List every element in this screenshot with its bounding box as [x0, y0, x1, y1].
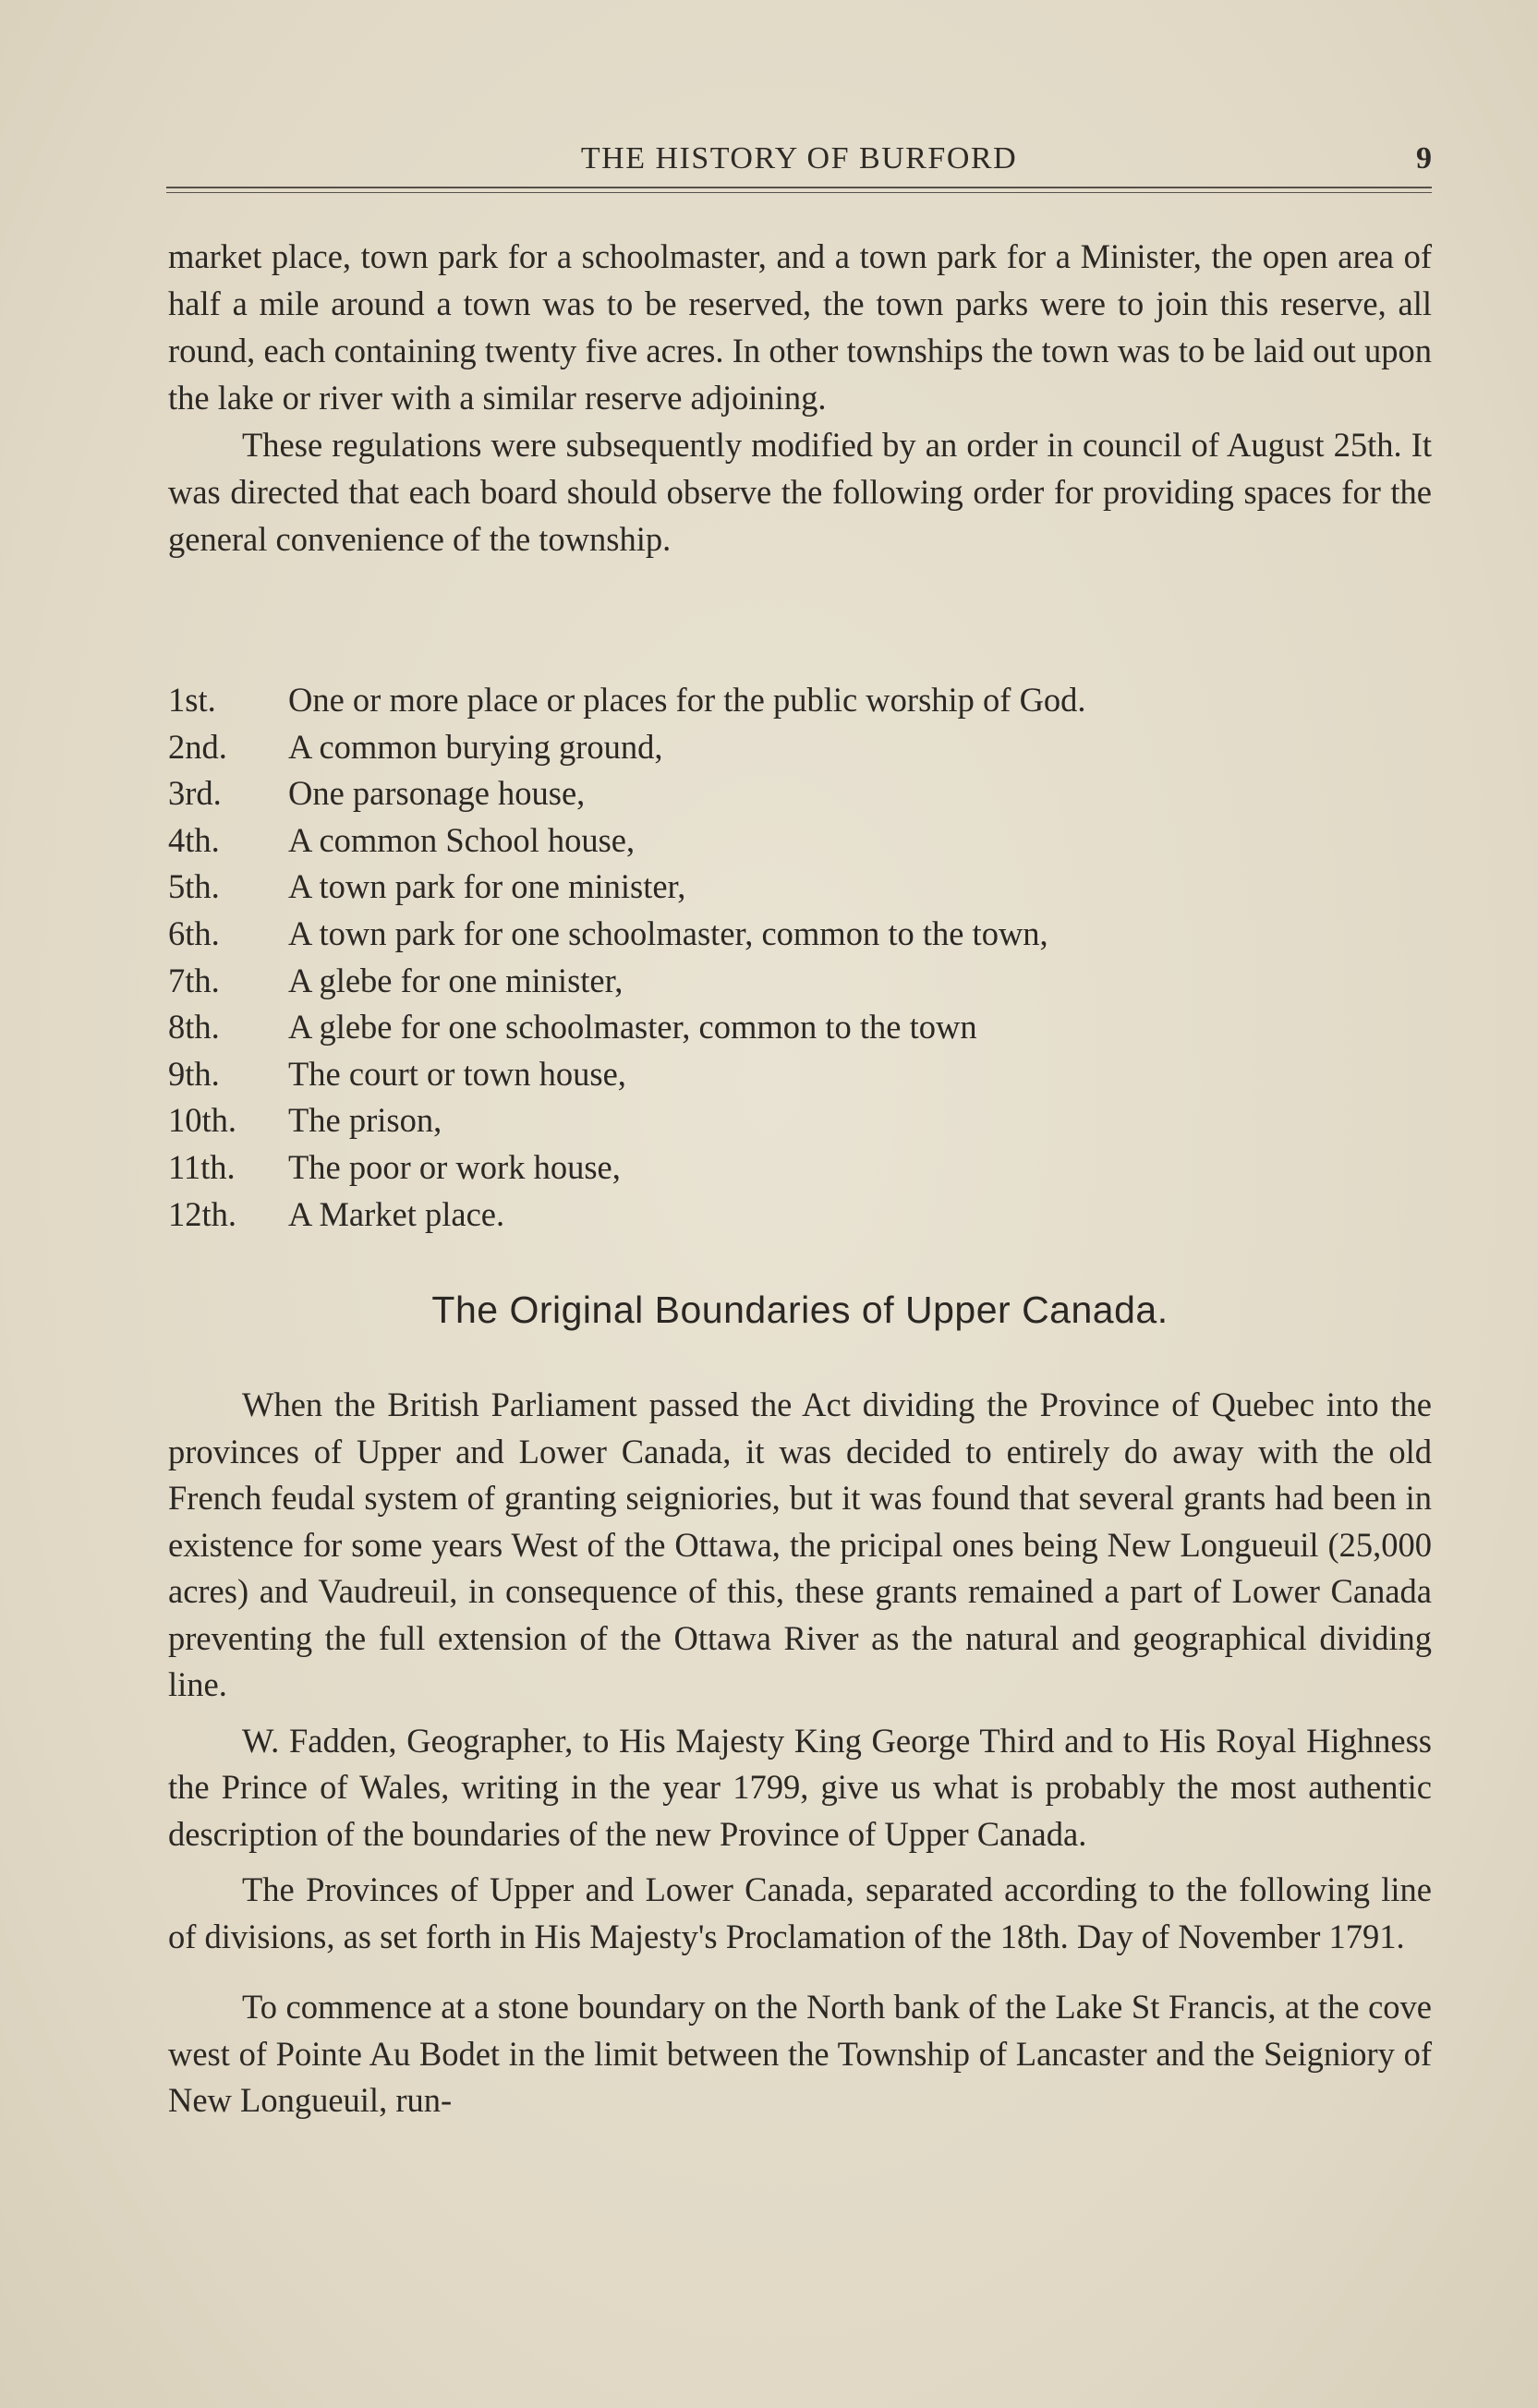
paragraph: The Provinces of Upper and Lower Canada, separated according to the following line of divisions, as set forth in His Majesty's Proclamation of the 18th. Day of November 1791. [168, 1870, 1432, 1955]
list-text: A Market place. [288, 1194, 505, 1233]
list-number: 6th. [168, 914, 220, 952]
list-number: 12th. [168, 1194, 237, 1233]
list-item [168, 1144, 1432, 1192]
list-item [168, 724, 1432, 771]
list-number: 4th. [168, 820, 220, 859]
list-number: 7th. [168, 961, 220, 999]
list-number: 10th. [168, 1101, 237, 1140]
section-text [168, 1382, 1432, 2124]
list-number: 2nd. [168, 727, 227, 766]
list-text: A town park for one schoolmaster, common to the town, [288, 914, 1048, 952]
header-rule-thin [166, 192, 1432, 193]
list-item [168, 1004, 1432, 1051]
paragraph: When the British Parliament passed the Act dividing the Province of Quebec into the provinces of Upper and Lower Canada, it was decided to entirely do away with the old French feudal system of granting seigniories, but it was found that several grants had been in existence for some years West of the Ottawa, the pricipal ones being New Longueuil (25,000 acres) and Vaudreuil, in consequence of this, these grants remained a part of Lower Canada preventing the full extension of the Ottawa River as the natural and geographical dividing line. [168, 1386, 1432, 1703]
list-text: The court or town house, [288, 1054, 626, 1093]
list-item [168, 817, 1432, 865]
page-header [166, 134, 1432, 189]
paragraph: These regulations were subsequently modified by an order in council of August 25th. It was directed that each board should observe the following order for providing spaces for the general convenience of the township. [168, 426, 1432, 558]
paragraph: W. Fadden, Geographer, to His Majesty King George Third and to His Royal Highness the Prince of Wales, writing in the year 1799, give us what is probably the most authentic description of the boundaries of the new Province of Upper Canada. [168, 1721, 1432, 1853]
list-number: 5th. [168, 867, 220, 906]
list-text: The prison, [288, 1101, 442, 1140]
list-number: 8th. [168, 1008, 220, 1047]
list-item [168, 1192, 1432, 1239]
list-text: One or more place or places for the public worship of God. [288, 681, 1086, 719]
list-text: One parsonage house, [288, 774, 586, 813]
list-number: 9th. [168, 1054, 220, 1093]
list-text: The poor or work house, [288, 1147, 621, 1186]
list-item [168, 864, 1432, 911]
intro-text [168, 233, 1432, 563]
section-heading: The Original Boundaries of Upper Canada. [431, 1289, 1169, 1331]
running-title: THE HISTORY OF BURFORD [580, 141, 1018, 175]
list-number: 11th. [168, 1147, 236, 1186]
list-item [168, 770, 1432, 817]
list-text: A glebe for one schoolmaster, common to the town [288, 1008, 977, 1047]
list-item [168, 677, 1432, 724]
header-rule-thick [166, 187, 1432, 188]
list-item [168, 958, 1432, 1005]
paragraph: To commence at a stone boundary on the North bank of the Lake St Francis, at the cove west of Pointe Au Bodet in the limit between the Township of Lancaster and the Seigniory of New Longueuil, run- [168, 1988, 1432, 2119]
list-number: 1st. [168, 681, 216, 719]
list-number: 3rd. [168, 774, 222, 813]
list-item [168, 911, 1432, 958]
paragraph: market place, town park for a schoolmaster, and a town park for a Minister, the open area of half a mile around a town was to be reserved, the town parks were to join this reserve, all round, each containing twenty five acres. In other townships the town was to be laid out upon the lake or river with a similar reserve adjoining. [168, 237, 1432, 417]
township-order-list [168, 677, 1432, 1238]
list-item [168, 1051, 1432, 1098]
list-text: A glebe for one minister, [288, 961, 624, 999]
list-text: A common burying ground, [288, 727, 663, 766]
list-text: A common School house, [288, 820, 636, 859]
page-number: 9 [1416, 141, 1432, 175]
list-text: A town park for one minister, [288, 867, 686, 906]
list-item [168, 1097, 1432, 1144]
